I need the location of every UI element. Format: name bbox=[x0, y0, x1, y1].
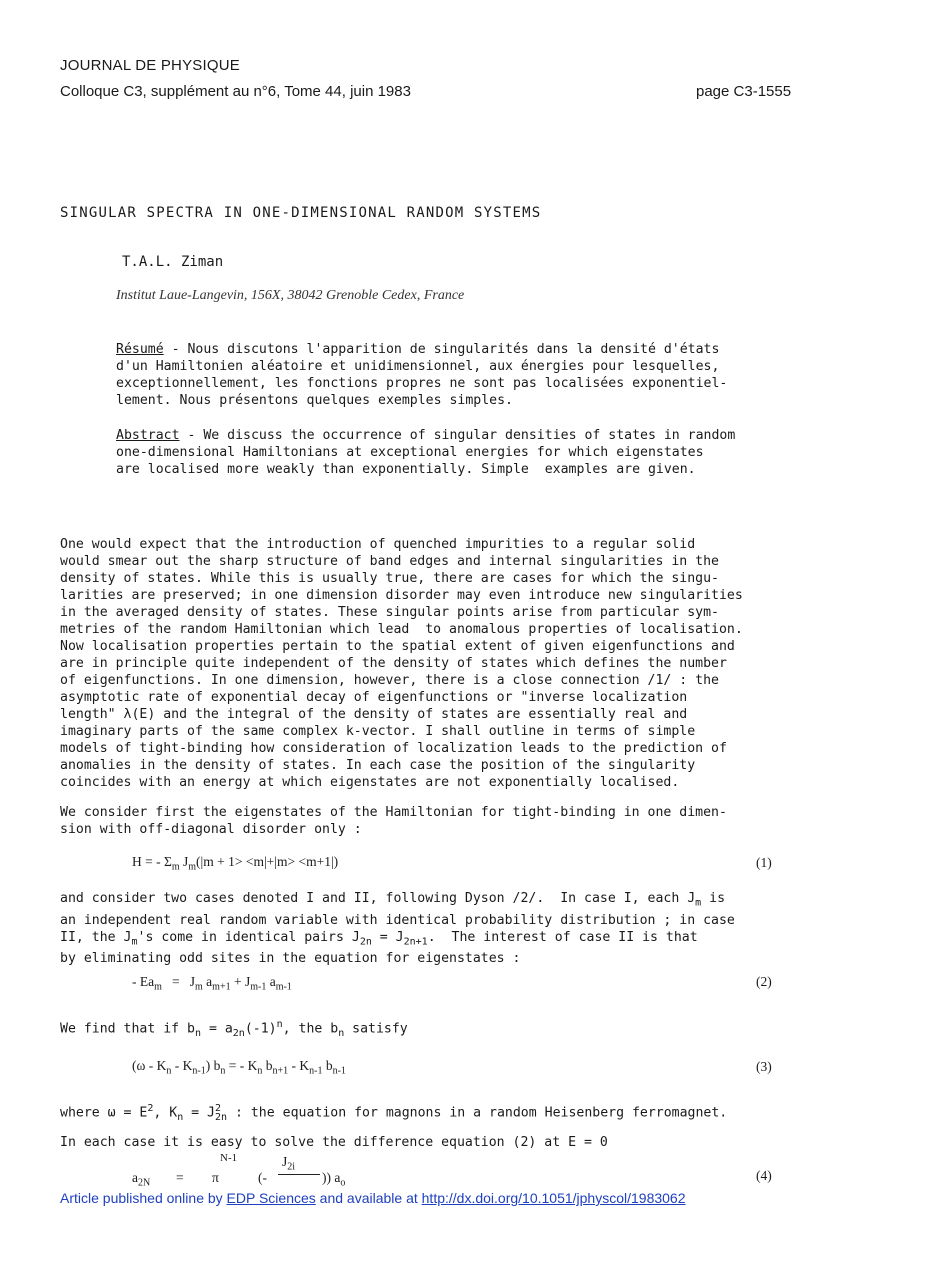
colloque-line: Colloque C3, supplément au n°6, Tome 44, juin 1983 bbox=[60, 83, 411, 100]
author-name: T.A.L. Ziman bbox=[122, 254, 224, 270]
doi-link[interactable]: http://dx.doi.org/10.1051/jphyscol/1983062 bbox=[421, 1190, 686, 1206]
abstract-label: Abstract bbox=[116, 428, 180, 443]
body-paragraph-2: We consider first the eigenstates of the Hamiltonian for tight-binding in one dimen- sion with off-diagonal disorder only : bbox=[60, 805, 727, 837]
affiliation: Institut Laue-Langevin, 156X, 38042 Grenoble Cedex, France bbox=[116, 288, 465, 303]
equation-4: N-1 $a_{2N}$ = π (- $J_{2i}$ )) $a_o$ bbox=[132, 1152, 346, 1189]
publication-footer: Article published online by EDP Sciences and available at http://dx.doi.org/10.1051/jphyscol/1983062 bbox=[60, 1190, 686, 1206]
equation-4-number: (4) bbox=[756, 1168, 772, 1183]
body-paragraph-4: We find that if $b_n = a_{2n}(-1)^n$, the $b_n$ satisfy bbox=[60, 1019, 408, 1040]
body-paragraph-6: In each case it is easy to solve the difference equation (2) at E = 0 bbox=[60, 1135, 608, 1150]
abstract-text: - We discuss the occurrence of singular densities of states in random one-dimensional Hamiltonians at exceptional energies for which eigenstates are localised more weakly than exponentially. Simple examples are given. bbox=[116, 428, 736, 477]
body-paragraph-3: and consider two cases denoted I and II, following Dyson /2/. In case I, each $J_m$ is an independent real random variable with identical probability distribution ; in case II, the $J_m's$ come in identical pairs $J_{2n} = J_{2n+1}$. The interest of case II is that by eliminating odd sites in the equation for eigenstates : bbox=[60, 891, 735, 967]
publisher-link[interactable]: EDP Sciences bbox=[226, 1190, 316, 1206]
abstract-section bbox=[116, 427, 735, 478]
equation-3-number: (3) bbox=[756, 1059, 772, 1074]
resume-section bbox=[116, 341, 727, 409]
equation-2-number: (2) bbox=[756, 974, 772, 989]
equation-3: $(\omega - K_n - K_{n-1})$ $b_n$ = - $K_n$ $b_{n+1} - K_{n-1}$ $b_{n-1}$ bbox=[132, 1058, 346, 1077]
equation-1-number: (1) bbox=[756, 855, 772, 870]
journal-name: JOURNAL DE PHYSIQUE bbox=[60, 57, 240, 74]
resume-label: Résumé bbox=[116, 342, 164, 357]
body-paragraph-1: One would expect that the introduction of quenched impurities to a regular solid would smear out the sharp structure of band edges and internal singularities in the density of states. While this is usually true, there are cases for which the singu- larities are preserved; in one dimension disorder may even introduce new singularities in the averaged density of states. These singular points arise from particular sym- metries of the random Hamiltonian which lead to anomalous properties of localisation. Now localisation properties pertain to the spatial extent of given eigenfunctions and are in principle quite independent of the density of states which defines the number of eigenfunctions. In one dimension, however, there is a close connection /1/ : the asymptotic rate of exponential decay of eigenfunctions or "inverse localization length" λ(E) and the integral of the density of states are essentially real and imaginary parts of the same complex k-vector. I shall outline in terms of simple models of tight-binding how consideration of localization leads to the prediction of anomalies in the density of states. In each case the position of the singularity coincides with an energy at which eigenstates are not exponentially localised. bbox=[60, 537, 743, 790]
equation-1: H = - $\Sigma_m$ $J_m(|m + 1> <m|+|m> <m+1|)$ bbox=[132, 854, 339, 873]
resume-text: - Nous discutons l'apparition de singularités dans la densité d'états d'un Hamiltonien aléatoire et unidimensionnel, aux énergies pour lesquelles, exceptionnellement, les fonctions propres ne sont pas localisées exponentiel- lement. Nous présentons quelques exemples simples. bbox=[116, 342, 728, 408]
article-title: SINGULAR SPECTRA IN ONE-DIMENSIONAL RANDOM SYSTEMS bbox=[60, 205, 542, 221]
page-number: page C3-1555 bbox=[696, 83, 792, 100]
body-paragraph-5: where $\omega = E^2$, $K_n = J2$ 2n : the equation for magnons in a random Heisenberg ferromagnet. bbox=[60, 1103, 728, 1124]
equation-2: - $Ea_m = J_m$ $a_{m+1} + J_{m-1}$ $a_{m-1}$ bbox=[132, 974, 292, 993]
